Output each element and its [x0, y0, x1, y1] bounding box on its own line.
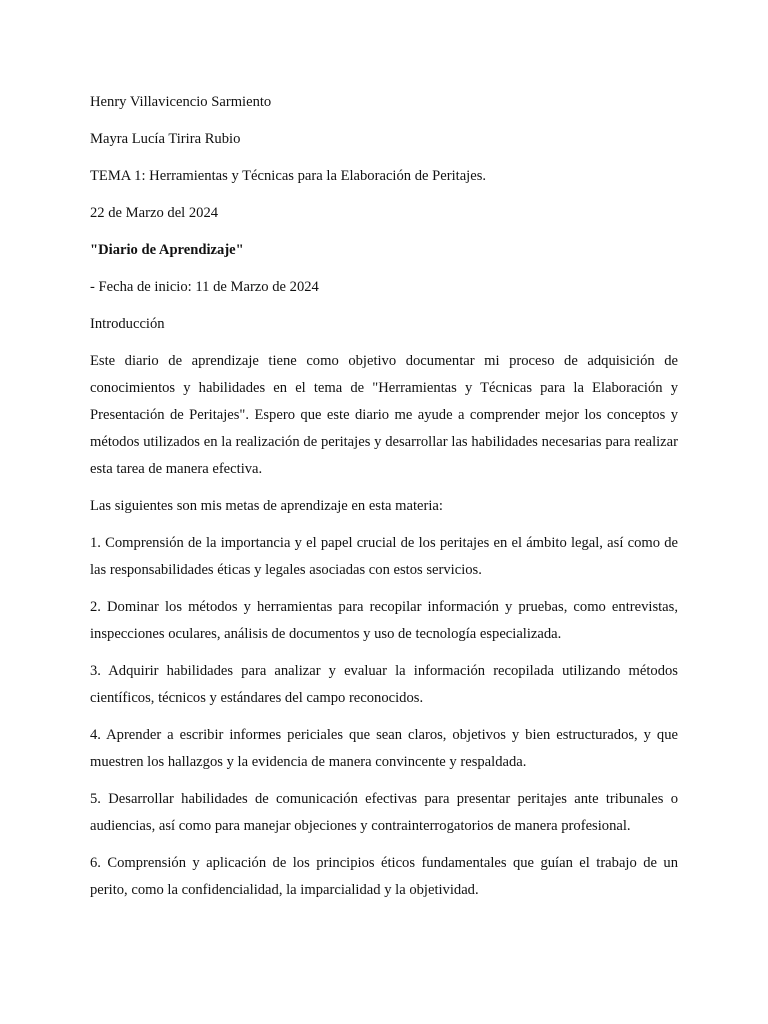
intro-heading: Introducción	[90, 316, 165, 332]
author-name: Henry Villavicencio Sarmiento	[90, 94, 272, 110]
goal-item: 4. Aprender a escribir informes periciales que sean claros, objetivos y bien estructurados, y que muestren los hallazgos y la evidencia de manera convincente y respaldada.	[90, 727, 678, 770]
goals-intro: Las siguientes son mis metas de aprendizaje en esta materia:	[90, 498, 443, 514]
goal-item: 1. Comprensión de la importancia y el papel crucial de los peritajes en el ámbito legal, así como de las responsabilidades éticas y legales asociadas con estos servicios.	[90, 535, 678, 578]
coauthor-name: Mayra Lucía Tirira Rubio	[90, 131, 241, 147]
document-page	[90, 89, 678, 914]
start-date-line: - Fecha de inicio: 11 de Marzo de 2024	[90, 279, 319, 295]
goal-item: 6. Comprensión y aplicación de los principios éticos fundamentales que guían el trabajo de un perito, como la confidencialidad, la imparcialidad y la objetividad.	[90, 855, 678, 898]
date-line: 22 de Marzo del 2024	[90, 205, 219, 221]
intro-paragraph: Este diario de aprendizaje tiene como objetivo documentar mi proceso de adquisición de conocimientos y habilidades en el tema de "Herramientas y Técnicas para la Elaboración y Presentación de Peritajes". Espero que este diario me ayude a comprender mejor los conceptos y métodos utilizados en la realización de peritajes y desarrollar las habilidades necesarias para realizar esta tarea de manera efectiva.	[90, 353, 678, 477]
topic-line: TEMA 1: Herramientas y Técnicas para la Elaboración de Peritajes.	[90, 168, 487, 184]
document-title: "Diario de Aprendizaje"	[90, 242, 244, 258]
goal-item: 5. Desarrollar habilidades de comunicación efectivas para presentar peritajes ante tribunales o audiencias, así como para manejar objeciones y contrainterrogatorios de manera profesional.	[90, 791, 678, 834]
goal-item: 3. Adquirir habilidades para analizar y evaluar la información recopilada utilizando métodos científicos, técnicos y estándares del campo reconocidos.	[90, 663, 678, 706]
goal-item: 2. Dominar los métodos y herramientas para recopilar información y pruebas, como entrevistas, inspecciones oculares, análisis de documentos y uso de tecnología especializada.	[90, 599, 678, 642]
